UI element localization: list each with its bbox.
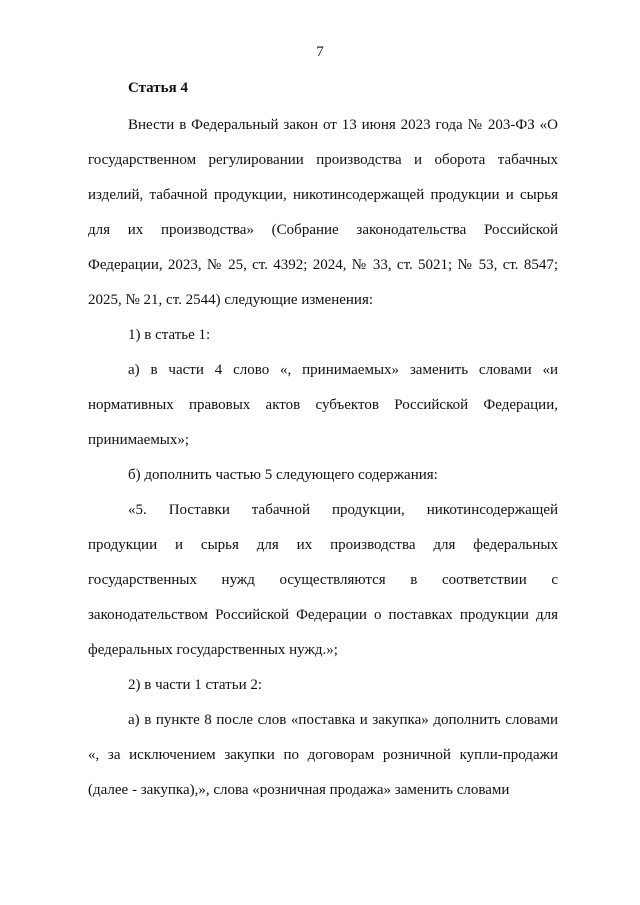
paragraph-item-1a: а) в части 4 слово «, принимаемых» заменить словами «и нормативных правовых актов субъектов Российской Федерации, принимаемых»; xyxy=(88,362,558,448)
document-body xyxy=(88,108,558,808)
page-number: 7 xyxy=(316,44,324,60)
paragraph-quote-part-5: «5. Поставки табачной продукции, никотинсодержащей продукции и сырья для их производства для федеральных государственных нужд осуществляются в соответствии с законодательством Российской Федерации о поставках продукции для федеральных государственных нужд.»; xyxy=(88,502,558,658)
paragraph-item-1: 1) в статье 1: xyxy=(128,327,211,343)
paragraph-item-2: 2) в части 1 статьи 2: xyxy=(128,677,263,693)
paragraph-item-1b: б) дополнить частью 5 следующего содержания: xyxy=(128,467,438,483)
paragraph-intro: Внести в Федеральный закон от 13 июня 2023 года № 203-ФЗ «О государственном регулировании производства и оборота табачных изделий, табачной продукции, никотинсодержащей продукции и сырья для их производства» (Собрание законодательства Российской Федерации, 2023, № 25, ст. 4392; 2024, № 33, ст. 5021; № 53, ст. 8547; 2025, № 21, ст. 2544) следующие изменения: xyxy=(88,117,558,308)
paragraph-item-2a: а) в пункте 8 после слов «поставка и закупка» дополнить словами «, за исключением закупки по договорам розничной купли-продажи (далее - закупка),», слова «розничная продажа» заменить словами xyxy=(88,712,558,798)
article-heading: Статья 4 xyxy=(128,80,188,96)
